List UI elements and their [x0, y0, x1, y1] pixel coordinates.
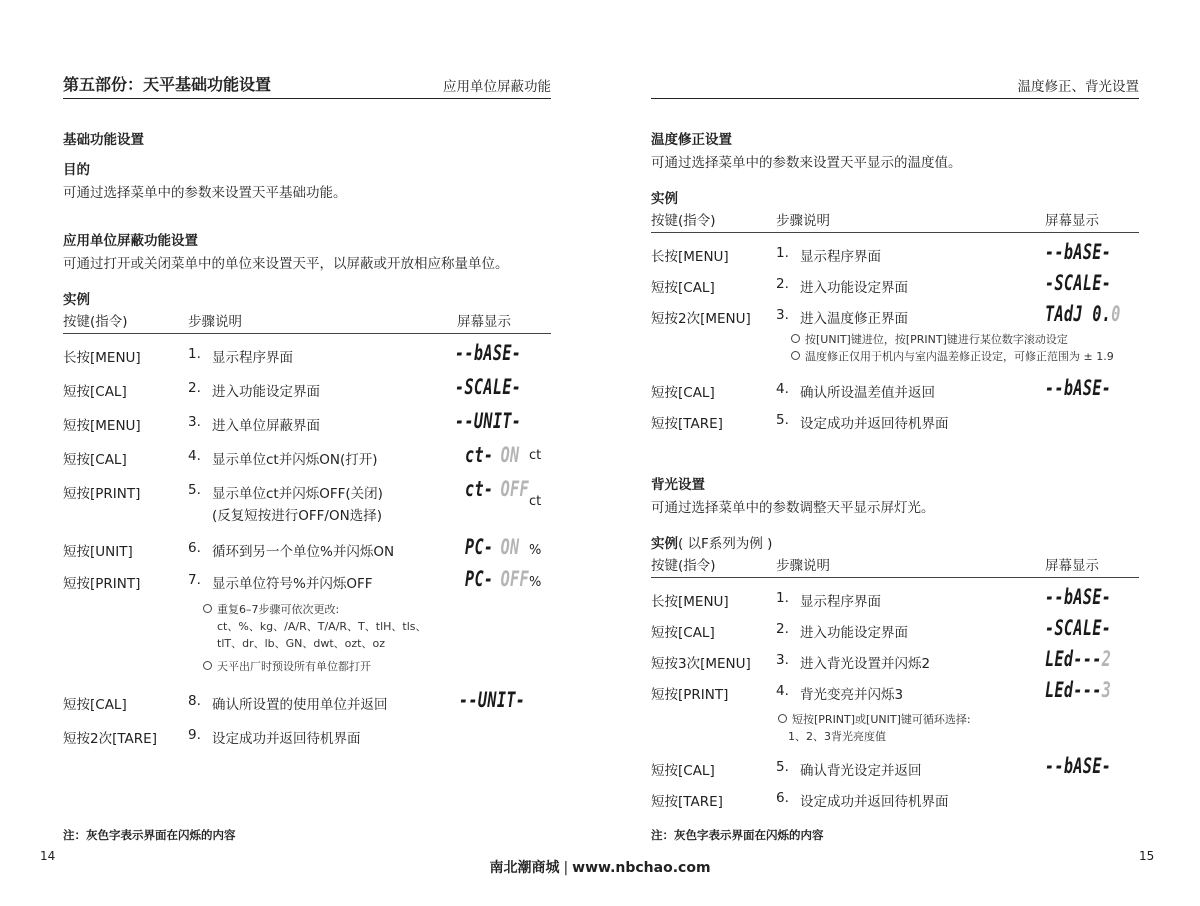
column-header-step: 步骤说明 [776, 213, 830, 229]
table-row [63, 688, 551, 717]
bullet-circle-icon [791, 351, 800, 360]
column-header-display: 屏幕显示 [1045, 558, 1099, 574]
row-step-number: 4. [188, 448, 201, 464]
page-number-right: 15 [1139, 849, 1155, 863]
row-key: 短按2次[TARE] [63, 731, 157, 747]
row-step-description: 显示单位符号%并闪烁OFF [212, 576, 373, 592]
lcd-blinking-text: ON [500, 535, 520, 559]
subsection-title: 应用单位屏蔽功能设置 [63, 233, 198, 249]
row-step-description: 进入单位屏蔽界面 [212, 418, 320, 434]
row-key: 短按[UNIT] [63, 544, 133, 560]
row-step-description: 进入功能设定界面 [800, 625, 908, 641]
row-step-number: 1. [776, 245, 789, 261]
unit-label: ct [529, 448, 542, 463]
row-step-number: 6. [188, 540, 201, 556]
table-header-rule [63, 333, 551, 334]
backlight-section-title: 背光设置 [651, 477, 705, 493]
row-key: 短按[CAL] [651, 385, 715, 401]
table-row [651, 616, 1139, 645]
lcd-display: -SCALE- [455, 375, 522, 399]
row-key: 短按[PRINT] [63, 486, 141, 502]
table-row [651, 302, 1139, 331]
lcd-blinking-text: 2 [1101, 647, 1112, 671]
table-row [651, 376, 1139, 405]
site-url: www.nbchao.com [572, 860, 711, 876]
table-header-rule [651, 232, 1139, 233]
bullet-circle-icon [778, 714, 787, 723]
row-step-description: 进入温度修正界面 [800, 311, 908, 327]
example-label: 实例 [651, 191, 678, 207]
lcd-static-text: ct- [465, 443, 494, 467]
row-step-number: 1. [188, 346, 201, 362]
lcd-display [465, 443, 520, 467]
bullet-circle-icon [203, 604, 212, 613]
note-text: ct、%、kg、/A/R、T/A/R、T、tlH、tls、 [217, 620, 427, 633]
table-row [63, 375, 551, 404]
page-header [651, 70, 1139, 99]
lcd-static-text: TAdJ 0. [1045, 302, 1112, 326]
row-step-description: 进入功能设定界面 [212, 384, 320, 400]
header-section-label: 应用单位屏蔽功能 [443, 79, 551, 95]
unit-label: % [529, 543, 542, 558]
table-header-rule [651, 577, 1139, 578]
lcd-display: --bASE- [1045, 585, 1112, 609]
unit-label: ct [529, 494, 542, 509]
lcd-blinking-text: 3 [1101, 678, 1112, 702]
lcd-display [1045, 678, 1111, 702]
row-step-number: 5. [776, 412, 789, 428]
row-step-number: 3. [776, 307, 789, 323]
row-step-number: 5. [776, 759, 789, 775]
note-text: 重复6–7步骤可依次更改: [217, 603, 340, 616]
row-step-number: 3. [188, 414, 201, 430]
row-key: 短按[CAL] [651, 763, 715, 779]
column-header-key: 按键(指令) [63, 314, 128, 330]
bullet-circle-icon [203, 661, 212, 670]
lcd-blinking-text: OFF [500, 567, 529, 591]
example-suffix: ( 以F系列为例 ) [678, 536, 773, 552]
purpose-label: 目的 [63, 162, 90, 178]
row-step-number: 6. [776, 790, 789, 806]
row-step-number: 4. [776, 381, 789, 397]
row-key: 短按[CAL] [651, 625, 715, 641]
column-header-key: 按键(指令) [651, 558, 716, 574]
note-temp-setting [791, 331, 1114, 365]
left-page [63, 0, 551, 906]
note-unit-cycle [203, 601, 427, 652]
row-step-description: 设定成功并返回待机界面 [800, 416, 949, 432]
footnote: 注：灰色字表示界面在闪烁的内容 [63, 828, 236, 842]
lcd-display: --bASE- [1045, 240, 1112, 264]
row-step-description: 设定成功并返回待机界面 [800, 794, 949, 810]
table-row [63, 567, 551, 596]
row-key: 短按[CAL] [63, 384, 127, 400]
backlight-section-text: 可通过选择菜单中的参数调整天平显示屏灯光。 [651, 500, 935, 516]
note-text: 按[UNIT]键进位，按[PRINT]键进行某位数字滚动设定 [805, 333, 1068, 346]
row-key: 长按[MENU] [651, 594, 729, 610]
row-step-description: 显示程序界面 [212, 350, 293, 366]
row-step-number: 2. [776, 621, 789, 637]
row-key: 短按3次[MENU] [651, 656, 751, 672]
table-row [63, 443, 551, 472]
lcd-display: --bASE- [1045, 754, 1112, 778]
note-text: tlT、dr、lb、GN、dwt、ozt、oz [217, 637, 385, 650]
lcd-display: --bASE- [455, 341, 522, 365]
row-key: 短按[PRINT] [651, 687, 729, 703]
row-key: 短按[CAL] [63, 452, 127, 468]
column-header-display: 屏幕显示 [457, 314, 511, 330]
note-text: 1、2、3背光亮度值 [788, 730, 886, 743]
lcd-static-text: PC- [465, 567, 494, 591]
row-step-description: 背光变亮并闪烁3 [800, 687, 904, 703]
row-step-number: 1. [776, 590, 789, 606]
row-step-description: 显示程序界面 [800, 594, 881, 610]
lcd-display: -SCALE- [1045, 616, 1112, 640]
row-step-description: 确认所设置的使用单位并返回 [212, 697, 388, 713]
row-step-number: 2. [776, 276, 789, 292]
lcd-static-text: LEd--- [1045, 647, 1102, 671]
note-text: 天平出厂时预设所有单位都打开 [217, 660, 371, 673]
row-step-description: 确认所设温差值并返回 [800, 385, 935, 401]
header-section-label: 温度修正、背光设置 [1017, 79, 1139, 95]
row-key: 短按[CAL] [63, 697, 127, 713]
table-row [651, 790, 1139, 814]
table-row [63, 535, 551, 564]
row-step-number: 8. [188, 693, 201, 709]
page-number-left: 14 [40, 849, 56, 863]
section-title: 基础功能设置 [63, 132, 144, 148]
bullet-circle-icon [791, 334, 800, 343]
row-step-number: 3. [776, 652, 789, 668]
row-step-number: 7. [188, 572, 201, 588]
table-row [651, 647, 1139, 676]
page-header [63, 70, 551, 99]
lcd-display [465, 477, 529, 501]
lcd-static-text: PC- [465, 535, 494, 559]
chapter-title: 第五部份：天平基础功能设置 [63, 75, 272, 94]
row-step-description: 显示单位ct并闪烁OFF(关闭) [212, 486, 383, 502]
column-header-display: 屏幕显示 [1045, 213, 1099, 229]
column-header-step: 步骤说明 [776, 558, 830, 574]
column-header-key: 按键(指令) [651, 213, 716, 229]
lcd-blinking-text: OFF [500, 477, 529, 501]
example-label: 实例 [651, 536, 678, 552]
table-row [651, 754, 1139, 783]
row-key: 短按[MENU] [63, 418, 141, 434]
site-footer [0, 857, 1200, 877]
row-key: 长按[MENU] [63, 350, 141, 366]
note-backlight-cycle [778, 711, 971, 745]
lcd-display [1045, 302, 1121, 326]
row-key: 短按2次[MENU] [651, 311, 751, 327]
purpose-text: 可通过选择菜单中的参数来设置天平基础功能。 [63, 185, 347, 201]
lcd-display [465, 535, 520, 559]
lcd-display: --UNIT- [455, 409, 522, 433]
table-row [63, 341, 551, 370]
note-text: 短按[PRINT]或[UNIT]键可循环选择: [792, 713, 971, 726]
row-key: 长按[MENU] [651, 249, 729, 265]
row-key: 短按[TARE] [651, 416, 723, 432]
lcd-blinking-text: 0 [1111, 302, 1121, 326]
column-header-step: 步骤说明 [188, 314, 242, 330]
row-key: 短按[PRINT] [63, 576, 141, 592]
table-row [63, 477, 551, 528]
lcd-display [1045, 647, 1111, 671]
example-label: 实例 [63, 292, 90, 308]
lcd-static-text: LEd--- [1045, 678, 1102, 702]
lcd-display: --bASE- [1045, 376, 1112, 400]
table-row [63, 727, 551, 751]
table-row [651, 240, 1139, 269]
footnote: 注：灰色字表示界面在闪烁的内容 [651, 828, 824, 842]
row-step-description: 确认背光设定并返回 [800, 763, 922, 779]
lcd-display: -SCALE- [1045, 271, 1112, 295]
lcd-display: --UNIT- [459, 688, 526, 712]
table-row [651, 585, 1139, 614]
subsection-text: 可通过打开或关闭菜单中的单位来设置天平，以屏蔽或开放相应称量单位。 [63, 256, 509, 272]
row-step-number: 9. [188, 727, 201, 743]
lcd-static-text: ct- [465, 477, 494, 501]
table-row [651, 412, 1139, 436]
temp-section-title: 温度修正设置 [651, 132, 732, 148]
row-step-description: 进入背光设置并闪烁2 [800, 656, 931, 672]
right-page [651, 0, 1139, 906]
row-step-number: 5. [188, 482, 201, 498]
row-step-description: 显示单位ct并闪烁ON(打开) [212, 452, 378, 468]
lcd-blinking-text: ON [500, 443, 520, 467]
site-separator: | [563, 860, 569, 876]
table-row [651, 678, 1139, 707]
row-step-description: 循环到另一个单位%并闪烁ON [212, 544, 395, 560]
row-step-description: 进入功能设定界面 [800, 280, 908, 296]
row-step-number: 2. [188, 380, 201, 396]
row-key: 短按[TARE] [651, 794, 723, 810]
row-step-description-continued: (反复短按进行OFF/ON选择) [212, 508, 382, 524]
row-key: 短按[CAL] [651, 280, 715, 296]
temp-section-text: 可通过选择菜单中的参数来设置天平显示的温度值。 [651, 155, 962, 171]
note-text: 温度修正仅用于机内与室内温差修正设定，可修正范围为 ± 1.9 [805, 350, 1114, 363]
row-step-number: 4. [776, 683, 789, 699]
note-factory-default [203, 658, 371, 675]
site-name: 南北潮商城 [489, 860, 560, 876]
row-step-description: 显示程序界面 [800, 249, 881, 265]
table-row [651, 271, 1139, 300]
table-row [63, 409, 551, 438]
unit-label: % [529, 575, 542, 590]
row-step-description: 设定成功并返回待机界面 [212, 731, 361, 747]
lcd-display [465, 567, 529, 591]
backlight-example-label [651, 532, 772, 552]
